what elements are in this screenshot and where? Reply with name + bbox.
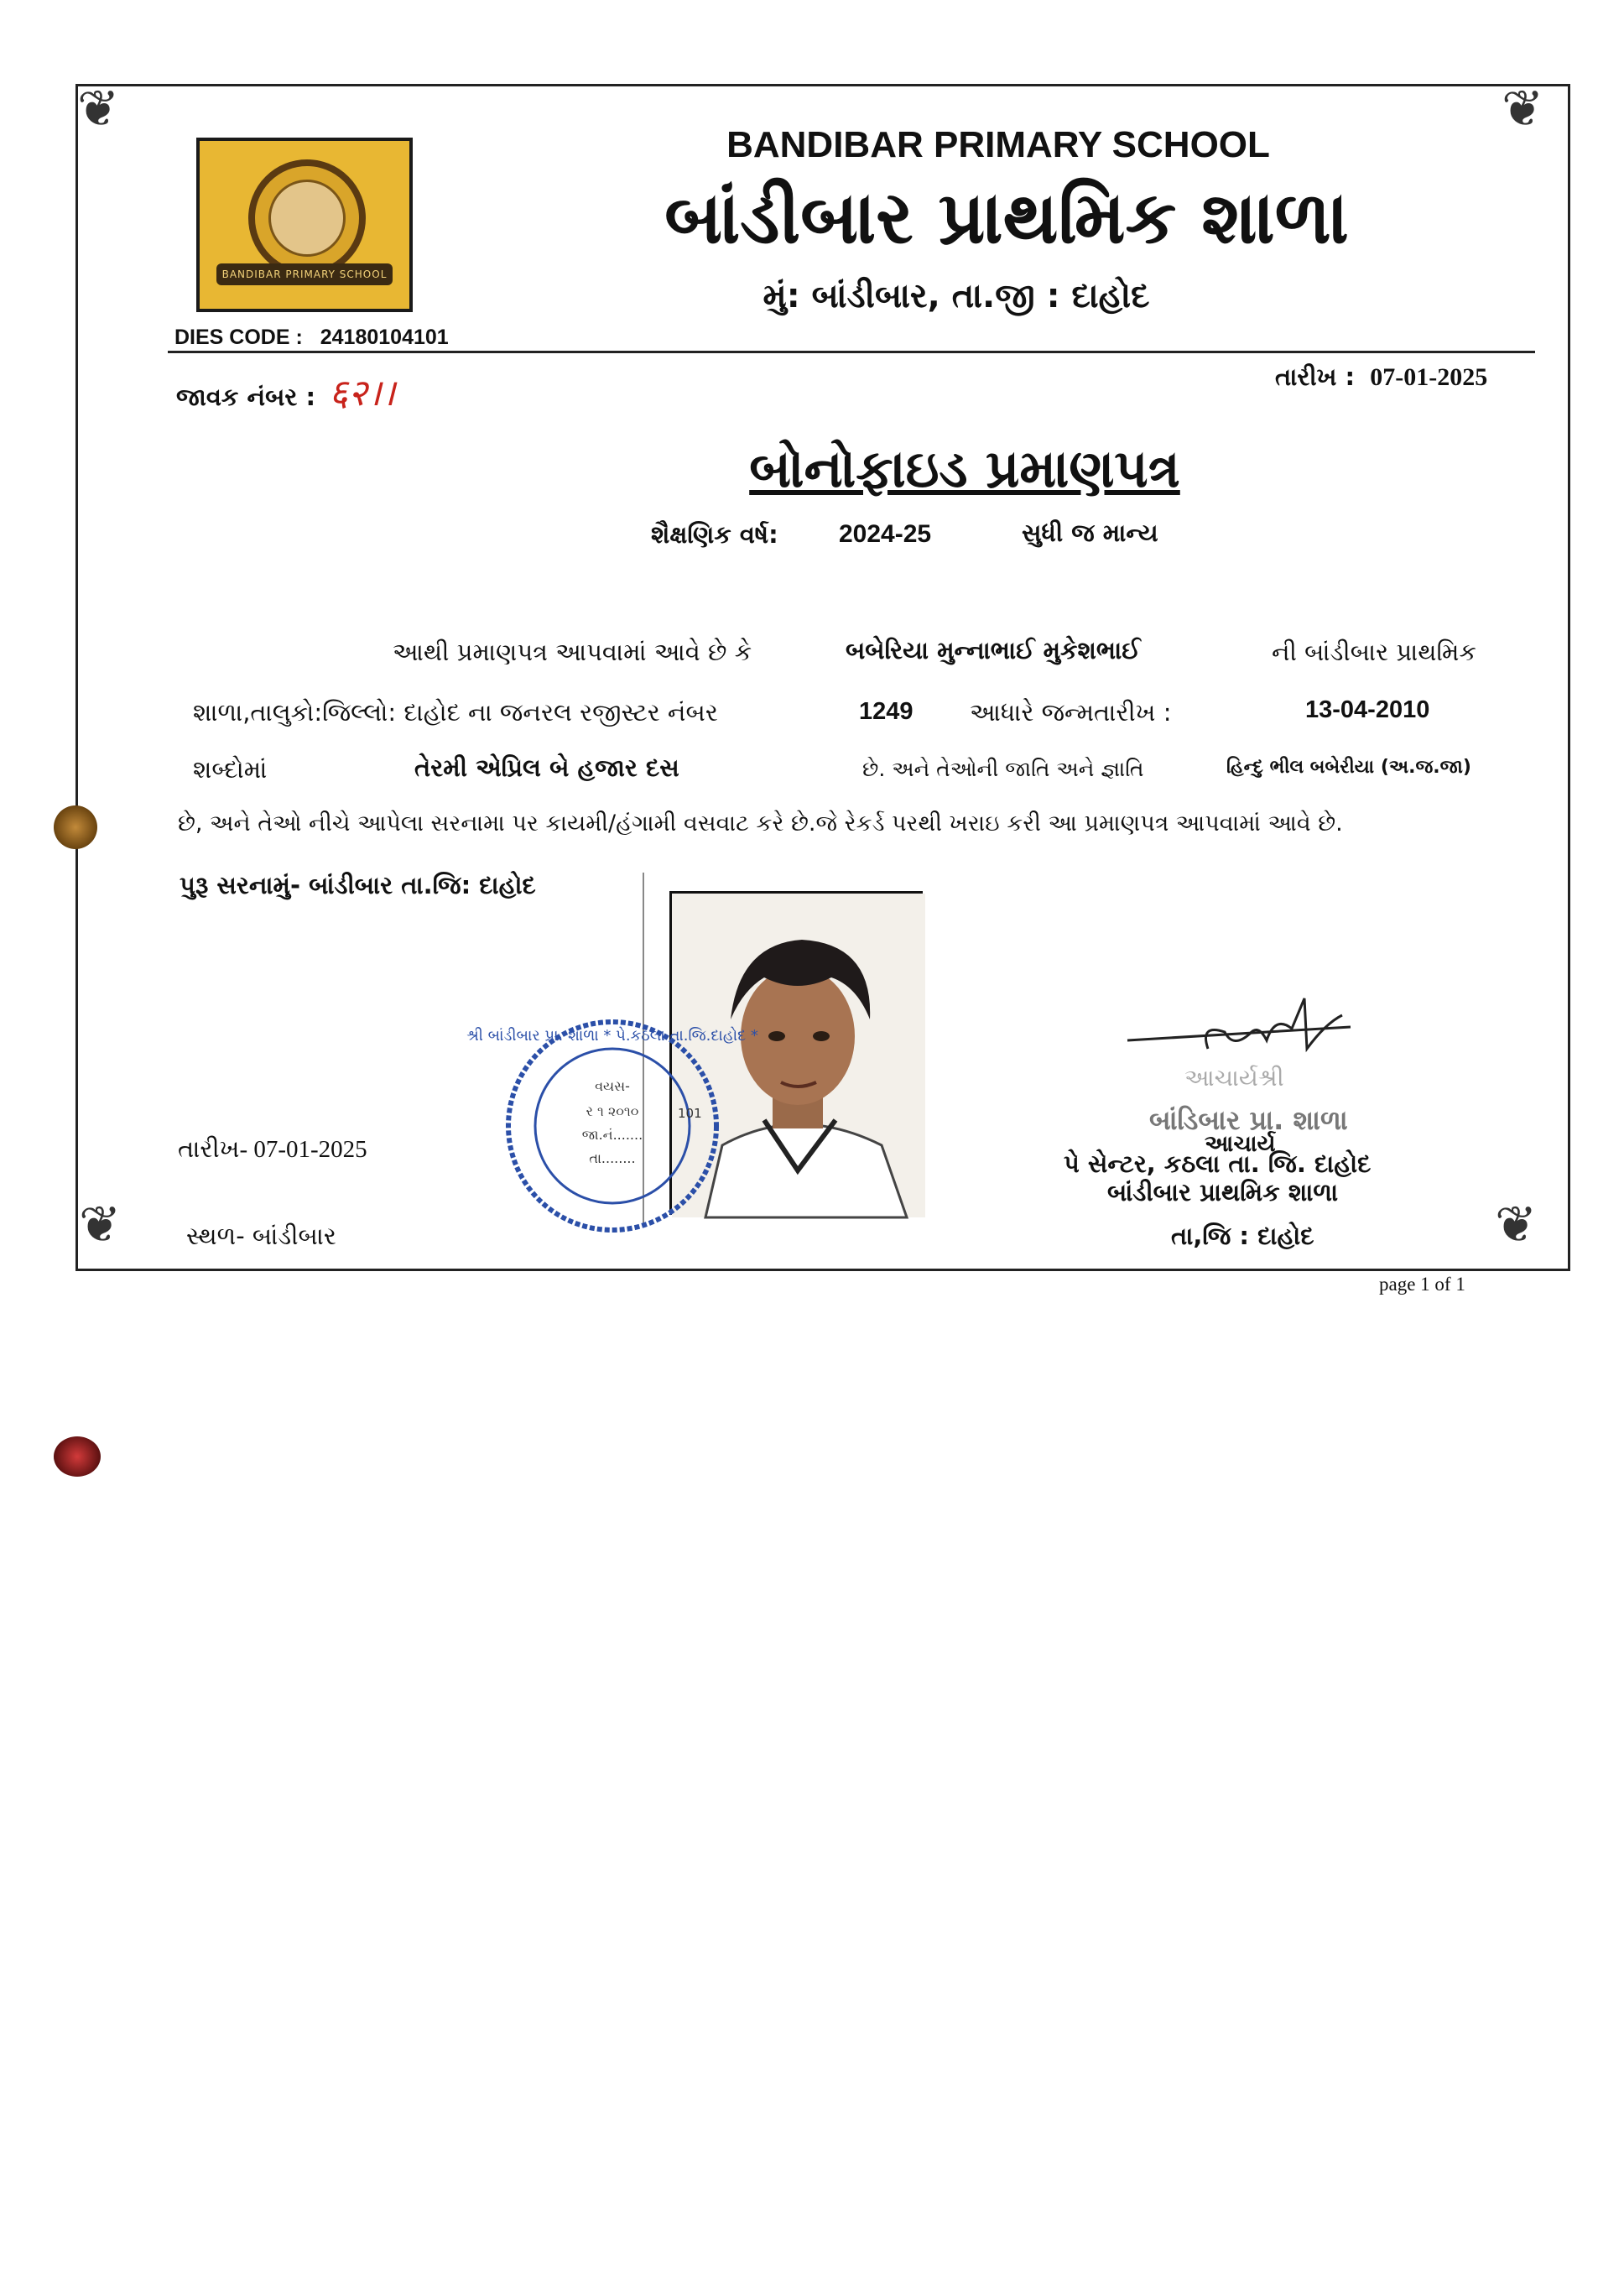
body-intro: આથી પ્રમાણપત્ર આપવામાં આવે છે કે (393, 638, 752, 666)
footer-date: તારીખ- 07-01-2025 (178, 1136, 367, 1163)
date-of-birth: 13-04-2010 (1305, 696, 1430, 723)
punch-hole-icon (54, 805, 97, 849)
stamp-line-2: ર ૧ ૨૦૧૦ (586, 1103, 639, 1119)
outward-number-label: જાવક નંબર : (176, 383, 316, 411)
words-label: શબ્દોમાં (193, 755, 268, 784)
corner-ornament-top-right-icon: ❦ (1502, 80, 1544, 138)
validity-note: સુધી જ માન્ય (1022, 519, 1158, 547)
signature-district: તા,જિ : દાહોદ (1171, 1222, 1314, 1250)
dies-code-label: DIES CODE : (174, 326, 303, 349)
principal-signature (1124, 990, 1376, 1066)
full-address: પુરૂ સરનામું- બાંડીબાર તા.જિ: દાહોદ (180, 871, 536, 899)
academic-year-label: શૈક્ષણિક વર્ષ: (651, 520, 778, 549)
academic-year: 2024-25 (839, 520, 932, 548)
student-name: બબેરિયા મુન્નાભાઈ મુકેશભાઈ (846, 636, 1141, 665)
stamp-outer-text: શ્રી બાંડીબાર પ્રા. શાળા * પે.કઠલા તા.જિ.દાહોદ * (466, 1027, 758, 1045)
issue-date (1275, 362, 1487, 392)
school-logo (196, 138, 413, 312)
body-school-ref: ની બાંડીબાર પ્રાથમિક (1272, 638, 1476, 666)
signature-school-stamp: બાંડિબાર પ્રા. શાળા (1149, 1104, 1348, 1136)
stamp-side-number: 101 (678, 1106, 702, 1121)
corner-ornament-top-left-icon: ❦ (77, 80, 120, 138)
school-name-gujarati: બાંડીબાર પ્રાથમિક શાળા (664, 176, 1349, 260)
body-register-text: શાળા,તાલુકો:જિલ્લો: દાહોદ ના જનરલ રજીસ્ટર નંબર (193, 698, 718, 727)
signature-role: આચાર્ય (1205, 1131, 1276, 1157)
dies-code (174, 326, 449, 350)
stamp-line-1: વયસ- (595, 1078, 630, 1094)
certificate-title: બોનોફાઇડ પ્રમાણપત્ર (749, 438, 1180, 499)
school-round-stamp (466, 1007, 758, 1243)
signature-school-name: બાંડીબાર પ્રાથમિક શાળા (1107, 1178, 1339, 1207)
dies-code-value: 24180104101 (320, 326, 449, 349)
logo-ribbon-text: BANDIBAR PRIMARY SCHOOL (221, 268, 388, 280)
school-address: મું: બાંડીબાર, તા.જી : દાહોદ (763, 277, 1150, 315)
stamp-line-4: તા........ (589, 1150, 636, 1166)
body-residence-text: છે, અને તેઓ નીચે આપેલા સરનામા પર કાયમી/હંગામી વસવાટ કરે છે.જે રેકર્ડ પરથી ખરાઇ કરી આ પ્રમાણપત્ર આપવામાં આવે છે. (178, 810, 1343, 837)
footer-place: સ્થળ- બાંડીબાર (186, 1222, 336, 1250)
register-number: 1249 (859, 698, 914, 725)
school-name-english: BANDIBAR PRIMARY SCHOOL (726, 124, 1270, 165)
outward-number (176, 366, 395, 416)
header-divider (168, 351, 1535, 353)
dob-in-words: તેરમી એપ્રિલ બે હજાર દસ (414, 753, 679, 782)
caste-value: હિન્દુ ભીલ બબેરીયા (અ.જ.જા) (1226, 757, 1471, 778)
red-mark-icon (54, 1436, 101, 1477)
signature-role-faded: આચાર્યશ્રી (1184, 1064, 1284, 1092)
outward-number-handwritten: ६२।। (329, 372, 396, 414)
corner-ornament-bottom-right-icon: ❦ (1495, 1196, 1538, 1254)
dob-label: આધારે જન્મતારીખ : (970, 698, 1172, 727)
page-number: page 1 of 1 (1379, 1274, 1465, 1295)
signature-pay-center: પે સેન્ટર, કઠલા તા. જિ. દાહોદ (1064, 1149, 1372, 1178)
caste-label: છે. અને તેઓની જાતિ અને જ્ઞાતિ (862, 757, 1144, 781)
corner-ornament-bottom-left-icon: ❦ (79, 1196, 122, 1254)
issue-date-label: તારીખ : (1275, 362, 1356, 391)
issue-date-value: 07-01-2025 (1370, 363, 1488, 391)
stamp-line-3: જા.નં....... (581, 1127, 643, 1143)
